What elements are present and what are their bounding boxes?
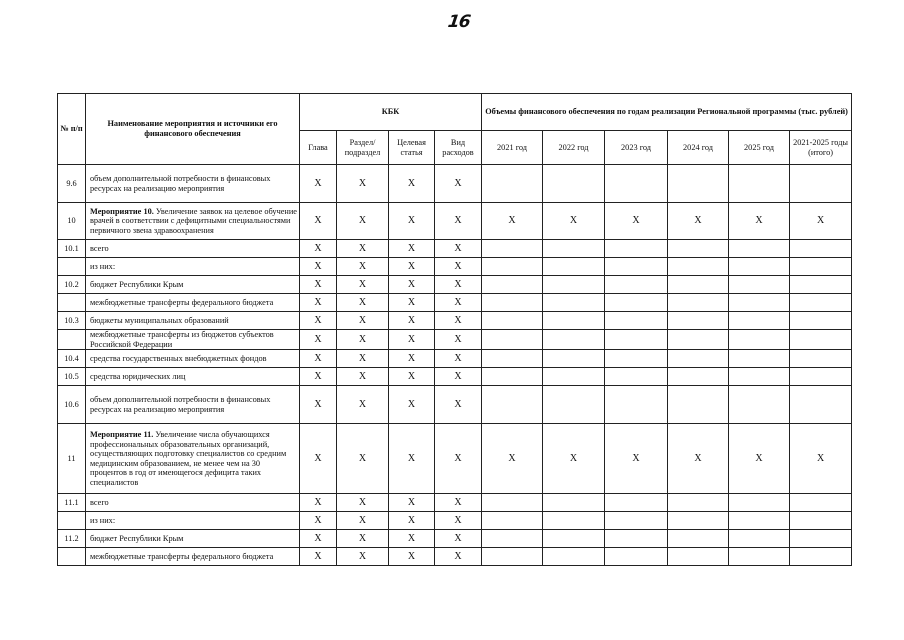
row-name-text: межбюджетные трансферты из бюджетов субъектов Российской Федерации: [90, 330, 274, 349]
row-name: [86, 258, 300, 276]
row-name-text: из них:: [90, 515, 116, 525]
year-cell: [729, 240, 790, 258]
year-cell: [668, 258, 729, 276]
measure-title: Мероприятие 11.: [90, 429, 154, 439]
measure-title: Мероприятие 10.: [90, 206, 154, 216]
year-cell: [790, 494, 852, 512]
kbk-cell: X: [300, 424, 337, 494]
kbk-cell: X: [389, 494, 435, 512]
kbk-cell: X: [389, 330, 435, 350]
kbk-cell: X: [389, 386, 435, 424]
year-cell: [729, 368, 790, 386]
kbk-cell: X: [337, 350, 389, 368]
table-row: [58, 494, 852, 512]
kbk-cell: X: [435, 240, 482, 258]
kbk-cell: X: [435, 258, 482, 276]
kbk-cell: X: [337, 330, 389, 350]
table-row: [58, 386, 852, 424]
kbk-cell: X: [337, 165, 389, 203]
year-cell: X: [668, 424, 729, 494]
year-cell: [605, 165, 668, 203]
year-cell: [482, 494, 543, 512]
header-name: Наименование мероприятия и источники его финансового обеспечения: [86, 94, 300, 165]
kbk-cell: X: [300, 368, 337, 386]
row-name-text: бюджет Республики Крым: [90, 279, 184, 289]
kbk-cell: X: [300, 203, 337, 240]
row-number: 10.6: [58, 386, 86, 424]
kbk-cell: X: [337, 203, 389, 240]
year-cell: X: [790, 424, 852, 494]
kbk-cell: X: [337, 530, 389, 548]
row-name-text: из них:: [90, 261, 116, 271]
row-number: 10.5: [58, 368, 86, 386]
year-cell: [790, 512, 852, 530]
year-cell: [543, 368, 605, 386]
year-cell: [790, 548, 852, 566]
header-kbk-col: Раздел/ подраздел: [337, 131, 389, 165]
year-cell: [605, 330, 668, 350]
kbk-cell: X: [337, 294, 389, 312]
header-kbk-col: Вид расходов: [435, 131, 482, 165]
row-name: [86, 350, 300, 368]
year-cell: [729, 548, 790, 566]
year-cell: [543, 294, 605, 312]
kbk-cell: X: [435, 368, 482, 386]
kbk-cell: X: [389, 240, 435, 258]
kbk-cell: X: [435, 312, 482, 330]
row-name-text: Увеличение заявок на целевое обучение врачей в соответствии с дефицитными специальностями первичного звена здравоохранения: [90, 206, 297, 235]
year-cell: [605, 276, 668, 294]
kbk-cell: X: [300, 330, 337, 350]
row-name: [86, 294, 300, 312]
kbk-cell: X: [389, 530, 435, 548]
year-cell: [668, 548, 729, 566]
year-cell: X: [605, 424, 668, 494]
row-name: [86, 494, 300, 512]
year-cell: X: [729, 203, 790, 240]
row-name: [86, 203, 300, 240]
year-cell: [482, 530, 543, 548]
kbk-cell: X: [389, 424, 435, 494]
year-cell: [729, 494, 790, 512]
year-cell: [482, 548, 543, 566]
header-year-col: 2023 год: [605, 131, 668, 165]
year-cell: [543, 330, 605, 350]
year-cell: [729, 330, 790, 350]
kbk-cell: X: [389, 203, 435, 240]
kbk-cell: X: [435, 330, 482, 350]
year-cell: [605, 368, 668, 386]
year-cell: [729, 276, 790, 294]
year-cell: [543, 512, 605, 530]
row-number: 11.2: [58, 530, 86, 548]
row-name: [86, 548, 300, 566]
table-row: [58, 294, 852, 312]
row-name-text: бюджеты муниципальных образований: [90, 315, 229, 325]
page-number: 16: [446, 12, 472, 32]
year-cell: [543, 258, 605, 276]
year-cell: [668, 240, 729, 258]
kbk-cell: X: [300, 258, 337, 276]
year-cell: [790, 386, 852, 424]
year-cell: [790, 330, 852, 350]
year-cell: [729, 350, 790, 368]
year-cell: [790, 258, 852, 276]
year-cell: [605, 240, 668, 258]
year-cell: [790, 276, 852, 294]
year-cell: [729, 258, 790, 276]
year-cell: [543, 548, 605, 566]
kbk-cell: X: [300, 294, 337, 312]
row-name: [86, 330, 300, 350]
year-cell: [482, 240, 543, 258]
table-row: [58, 548, 852, 566]
row-number: [58, 512, 86, 530]
kbk-cell: X: [389, 368, 435, 386]
year-cell: X: [729, 424, 790, 494]
year-cell: X: [668, 203, 729, 240]
kbk-cell: X: [300, 530, 337, 548]
kbk-cell: X: [435, 294, 482, 312]
row-name: [86, 165, 300, 203]
year-cell: X: [482, 424, 543, 494]
header-kbk-col: Глава: [300, 131, 337, 165]
year-cell: [482, 294, 543, 312]
kbk-cell: X: [337, 386, 389, 424]
year-cell: [482, 276, 543, 294]
year-cell: [543, 350, 605, 368]
kbk-cell: X: [337, 548, 389, 566]
header-year-col: 2025 год: [729, 131, 790, 165]
year-cell: [605, 386, 668, 424]
kbk-cell: X: [300, 165, 337, 203]
year-cell: [543, 165, 605, 203]
row-name: [86, 386, 300, 424]
kbk-cell: X: [337, 312, 389, 330]
kbk-cell: X: [435, 548, 482, 566]
year-cell: [668, 276, 729, 294]
year-cell: [543, 312, 605, 330]
row-name-text: всего: [90, 243, 109, 253]
row-number: [58, 330, 86, 350]
row-name: [86, 530, 300, 548]
year-cell: [482, 165, 543, 203]
year-cell: X: [543, 203, 605, 240]
year-cell: [605, 312, 668, 330]
year-cell: [790, 240, 852, 258]
table-row: [58, 530, 852, 548]
kbk-cell: X: [435, 203, 482, 240]
row-name-text: бюджет Республики Крым: [90, 533, 184, 543]
kbk-cell: X: [435, 386, 482, 424]
year-cell: [790, 368, 852, 386]
year-cell: [668, 512, 729, 530]
kbk-cell: X: [337, 494, 389, 512]
year-cell: [605, 258, 668, 276]
year-cell: [543, 494, 605, 512]
table-row: [58, 203, 852, 240]
kbk-cell: X: [435, 424, 482, 494]
year-cell: [668, 165, 729, 203]
row-number: [58, 548, 86, 566]
year-cell: [482, 330, 543, 350]
year-cell: [790, 350, 852, 368]
table-row: [58, 424, 852, 494]
year-cell: [605, 294, 668, 312]
kbk-cell: X: [300, 494, 337, 512]
table-row: [58, 350, 852, 368]
row-name: [86, 424, 300, 494]
kbk-cell: X: [435, 530, 482, 548]
year-cell: [668, 330, 729, 350]
year-cell: [605, 494, 668, 512]
kbk-cell: X: [389, 258, 435, 276]
kbk-cell: X: [337, 512, 389, 530]
kbk-cell: X: [435, 512, 482, 530]
table-row: [58, 512, 852, 530]
row-name-text: средства юридических лиц: [90, 371, 186, 381]
year-cell: [790, 294, 852, 312]
row-name-text: межбюджетные трансферты федерального бюджета: [90, 297, 274, 307]
row-number: 11: [58, 424, 86, 494]
year-cell: [790, 530, 852, 548]
row-number: 10.2: [58, 276, 86, 294]
row-number: 9.6: [58, 165, 86, 203]
year-cell: [668, 350, 729, 368]
kbk-cell: X: [389, 294, 435, 312]
table-row: [58, 330, 852, 350]
row-number: 11.1: [58, 494, 86, 512]
table-row: [58, 276, 852, 294]
year-cell: [668, 368, 729, 386]
header-year-col: 2024 год: [668, 131, 729, 165]
kbk-cell: X: [337, 240, 389, 258]
kbk-cell: X: [389, 512, 435, 530]
row-name-text: всего: [90, 497, 109, 507]
year-cell: [668, 312, 729, 330]
kbk-cell: X: [300, 350, 337, 368]
kbk-cell: X: [300, 386, 337, 424]
header-num: № п/п: [58, 94, 86, 165]
kbk-cell: X: [300, 512, 337, 530]
kbk-cell: X: [337, 368, 389, 386]
header-year-col: 2021-2025 годы (итого): [790, 131, 852, 165]
row-number: 10.3: [58, 312, 86, 330]
year-cell: [729, 165, 790, 203]
year-cell: [605, 530, 668, 548]
header-kbk-col: Целевая статья: [389, 131, 435, 165]
kbk-cell: X: [389, 350, 435, 368]
year-cell: [790, 312, 852, 330]
year-cell: [668, 294, 729, 312]
header-volumes: Объемы финансового обеспечения по годам реализации Региональной программы (тыс. рублей): [482, 94, 852, 131]
table-row: [58, 368, 852, 386]
row-name: [86, 368, 300, 386]
row-name-text: объем дополнительной потребности в финансовых ресурсах на реализацию мероприятия: [90, 395, 271, 414]
kbk-cell: X: [389, 276, 435, 294]
row-name: [86, 512, 300, 530]
kbk-cell: X: [435, 494, 482, 512]
row-name: [86, 240, 300, 258]
year-cell: [729, 530, 790, 548]
row-name-text: объем дополнительной потребности в финансовых ресурсах на реализацию мероприятия: [90, 173, 271, 193]
table-row: [58, 312, 852, 330]
year-cell: [482, 258, 543, 276]
row-number: [58, 258, 86, 276]
kbk-cell: X: [389, 548, 435, 566]
kbk-cell: X: [337, 258, 389, 276]
row-number: [58, 294, 86, 312]
header-year-col: 2022 год: [543, 131, 605, 165]
year-cell: X: [790, 203, 852, 240]
year-cell: X: [605, 203, 668, 240]
year-cell: [668, 494, 729, 512]
kbk-cell: X: [300, 276, 337, 294]
row-number: 10: [58, 203, 86, 240]
kbk-cell: X: [300, 312, 337, 330]
row-number: 10.4: [58, 350, 86, 368]
year-cell: [482, 386, 543, 424]
year-cell: X: [543, 424, 605, 494]
kbk-cell: X: [300, 240, 337, 258]
row-name-text: Увеличение числа обучающихся профессиональных образовательных организаций, осуществляющих подготовку специалистов со средним медицинским образованием, не менее чем на 30 процентов в год от имеющегося дефицита таких специалистов: [90, 429, 287, 487]
row-name: [86, 312, 300, 330]
row-number: 10.1: [58, 240, 86, 258]
year-cell: [790, 165, 852, 203]
kbk-cell: X: [435, 276, 482, 294]
kbk-cell: X: [389, 312, 435, 330]
year-cell: [729, 512, 790, 530]
kbk-cell: X: [435, 350, 482, 368]
year-cell: [482, 368, 543, 386]
table-row: [58, 165, 852, 203]
kbk-cell: X: [389, 165, 435, 203]
year-cell: [729, 294, 790, 312]
table-row: [58, 240, 852, 258]
year-cell: [543, 386, 605, 424]
kbk-cell: X: [337, 424, 389, 494]
header-year-col: 2021 год: [482, 131, 543, 165]
year-cell: [605, 548, 668, 566]
kbk-cell: X: [300, 548, 337, 566]
kbk-cell: X: [435, 165, 482, 203]
year-cell: X: [482, 203, 543, 240]
year-cell: [605, 350, 668, 368]
year-cell: [543, 240, 605, 258]
year-cell: [729, 312, 790, 330]
row-name-text: межбюджетные трансферты федерального бюджета: [90, 551, 274, 561]
table-row: [58, 258, 852, 276]
year-cell: [668, 530, 729, 548]
kbk-cell: X: [337, 276, 389, 294]
row-name-text: средства государственных внебюджетных фондов: [90, 353, 267, 363]
financing-table: [57, 93, 852, 566]
year-cell: [729, 386, 790, 424]
year-cell: [668, 386, 729, 424]
year-cell: [482, 512, 543, 530]
row-name: [86, 276, 300, 294]
year-cell: [605, 512, 668, 530]
header-kbk: КБК: [300, 94, 482, 131]
year-cell: [543, 530, 605, 548]
year-cell: [543, 276, 605, 294]
year-cell: [482, 350, 543, 368]
year-cell: [482, 312, 543, 330]
